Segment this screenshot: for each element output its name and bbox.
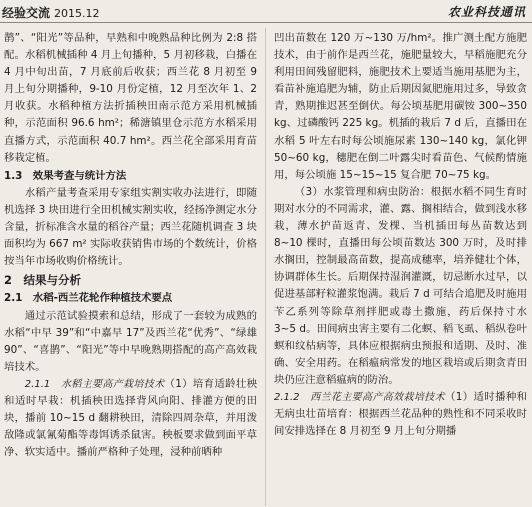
journal-name: 农业科技通讯 <box>447 5 526 19</box>
subsubsection-heading: 2.1.2 西兰花主要高产高效栽培技术 <box>274 391 446 403</box>
paragraph: 凹出苗数在 120 万~130 万/hm²。推广测土配方施肥技术，由于前作是西兰花，施肥量较大，早稻施肥充分利用田间残留肥料，施肥技术上要适当施用基肥为主，看苗补施追肥为辅，防止后期因氮肥施用过多，导致贪青，熟期推迟甚至倒伏。每公顷基肥用碳铵 300~350 kg、过磷酸钙 225 kg。机插的栽后 7 d 后，直播田在水稻 5 叶左右时每公顷施尿素 130~140 kg，氯化钾 50~60 kg，穗肥在倒二叶露尖时看苗色、气候酌情施用，每公顷施 15~15~15 复合肥 70~75 kg。 <box>274 32 527 181</box>
paragraph: （1）培育适龄壮秧和适时早栽：机插秧田选择背风向阳、排灌方便的田块，播前 10~15 d 翻耕秧田，清除四周杂草，并用泼敌隆或氯氰菊酯等毒饵诱杀鼠害。秧板要求做到面平草净、软实适中。播前严格种子处理，浸种前晒种 <box>4 377 257 459</box>
issue-number: 2015.12 <box>54 7 100 20</box>
column-divider <box>265 28 266 506</box>
section-heading: 2 结果与分析 <box>4 273 82 288</box>
section-title: 经验交流 <box>2 6 51 20</box>
left-column <box>4 30 257 461</box>
paragraph: 鹊”、“阳光”等品种，早熟和中晚熟品种比例为 2:8 搭配。水稻机械插种 4 月上旬播种，5 月初移栽，白播在 4 月中旬出苗，7 月底前后收获；西兰花 8 月初至 9 月上旬分期播种，9-10 月份定植，12 月至次年 1、2 月收获。水稻种植方法折插秧田南示范方采用机械插种，示范面积 96.6 hm²；稀溏镇里仓示范方水稻采用直播方式，示范面积 40.7 hm²。西兰花全部采用育苗移栽定植。 <box>4 32 257 164</box>
page-header <box>0 0 532 23</box>
header-section <box>2 4 100 21</box>
subsection-heading: 2.1 水稻-西兰花轮作种植技术要点 <box>4 292 173 305</box>
section-heading: 1.3 效果考查与统计方法 <box>4 169 127 182</box>
paragraph: （1）适时播种和无病虫壮苗培育：根据西兰花品种的熟性和不同采收时间安排选择在 8 月初至 9 月上旬分期播 <box>274 390 527 438</box>
paragraph: 水稻产量考查采用专家组实割实收办法进行，即随机选择 3 块田进行全田机械实割实收，经扬净测定水分含量，折标准含水量的稻谷产量；西兰花随机调查 3 块面积均为 667 m² 实际收获销售市场的个数统计，价格按当年市场收购价格统计。 <box>4 186 257 268</box>
paragraph: 通过示范试验摸索和总结，形成了一套较为成熟的水稻“中早 39”和“中嘉早 17”及西兰花“优秀”、“绿雄 90”、“喜鹊”、“阳光”等中早晚熟期搭配的高产高效栽培技术。 <box>4 309 257 373</box>
paragraph: （3）水浆管理和病虫防治：根据水稻不同生育时期对水分的不同需求，灌、露、搁相结合，做到浅水移栽，薄水护苗返青、发棵、当机插田每丛苗数达到 8~10 棵时，直播田每公顷苗数达 300 万时，及时排水搁田，控制最高苗数，提高成穗率，培养健壮个体，协调群体生长。后期保持湿润灌溉，切忌断水过早，以促进基部籽粒灌浆饱满。栽后 7 d 可结合追肥及时施用苄乙系列等除草剂拌肥或毒土撒施，药后保持寸水 3~5 d。田间病虫害主要有二化螟、稻飞虱、稻纵卷叶螟和纹枯病等，具体应根据病虫预报和适期、及时、准确、安全用药。在稻瘟病常发的地区栽培或后期贪青田块仍应注意稻瘟病的防治。 <box>274 185 527 386</box>
right-column <box>274 30 527 440</box>
subsubsection-heading: 2.1.1 水稻主要高产栽培技术 <box>24 378 165 390</box>
